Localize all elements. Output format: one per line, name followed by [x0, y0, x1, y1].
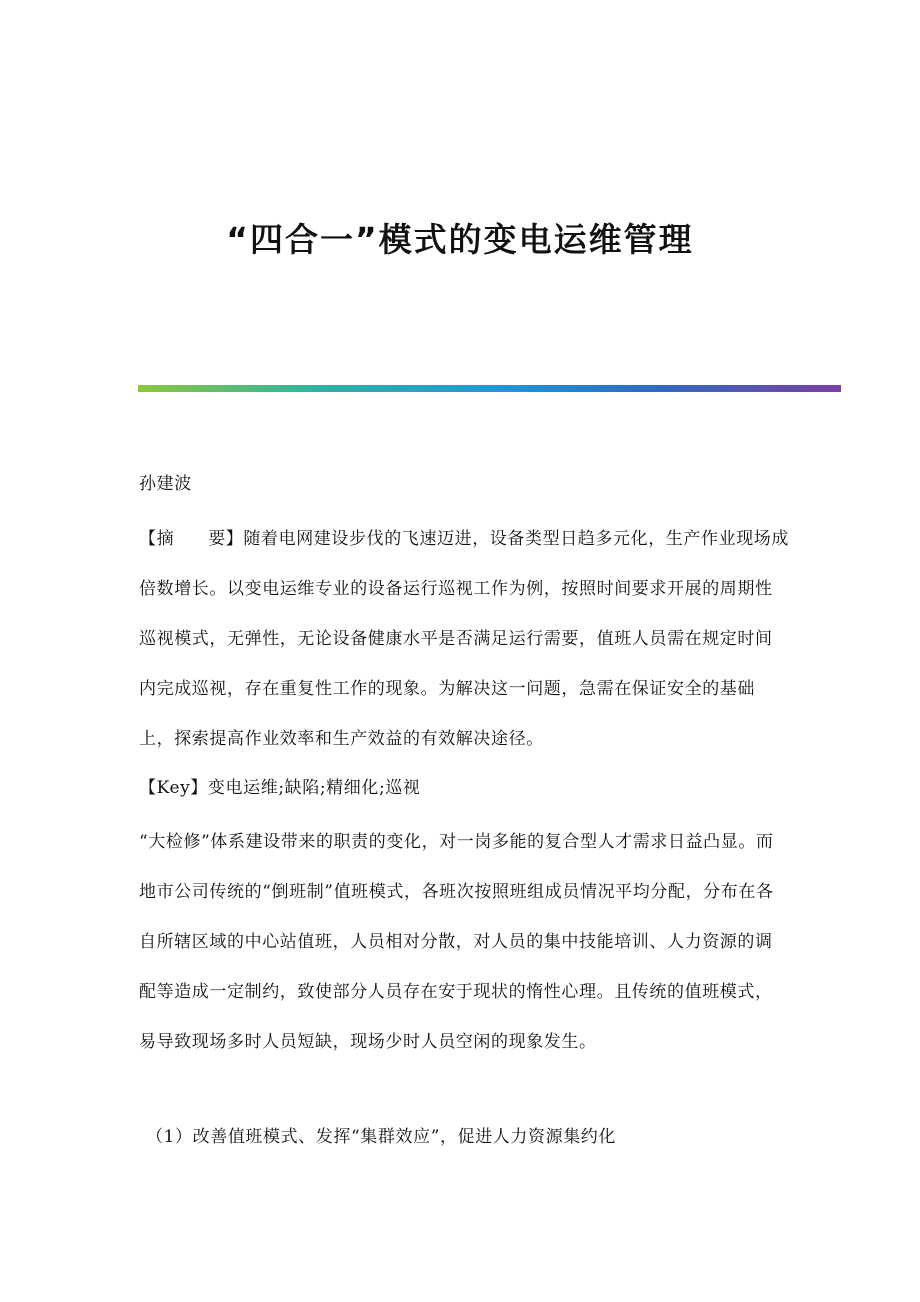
- document-title: “四合一”模式的变电运维管理: [226, 220, 694, 259]
- abstract-text: 随着电网建设步伐的飞速迈进，设备类型日趋多元化，生产作业现场成倍数增长。以变电运维专业的设备运行巡视工作为例，按照时间要求开展的周期性巡视模式，无弹性，无论设备健康水平是否满足运行需要，值班人员需在规定时间内完成巡视，存在重复性工作的现象。为解决这一问题，急需在保证安全的基础上，探索提高作业效率和生产效益的有效解决途径。: [139, 529, 790, 749]
- keywords-line: [139, 763, 789, 813]
- keywords-text: 变电运维;缺陷;精细化;巡视: [207, 778, 421, 798]
- abstract-label-close: 要】: [208, 529, 244, 549]
- keywords-label: 【Key】: [139, 778, 208, 798]
- abstract-label-open: 【摘: [139, 529, 175, 549]
- body-paragraph: “大检修”体系建设带来的职责的变化，对一岗多能的复合型人才需求日益凸显。而地市公司传统的“倒班制”值班模式，各班次按照班组成员情况平均分配，分布在各自所辖区域的中心站值班，人员相对分散，对人员的集中技能培训、人力资源的调配等造成一定制约，致使部分人员存在安于现状的惰性心理。且传统的值班模式，易导致现场多时人员短缺，现场少时人员空闲的现象发生。: [139, 832, 774, 1052]
- title-gradient-rule: [138, 385, 841, 392]
- abstract-paragraph: [139, 514, 789, 764]
- author-name: 孙建波: [139, 474, 192, 494]
- section-subheading: （1）改善值班模式、发挥“集群效应”，促进人力资源集约化: [146, 1127, 616, 1147]
